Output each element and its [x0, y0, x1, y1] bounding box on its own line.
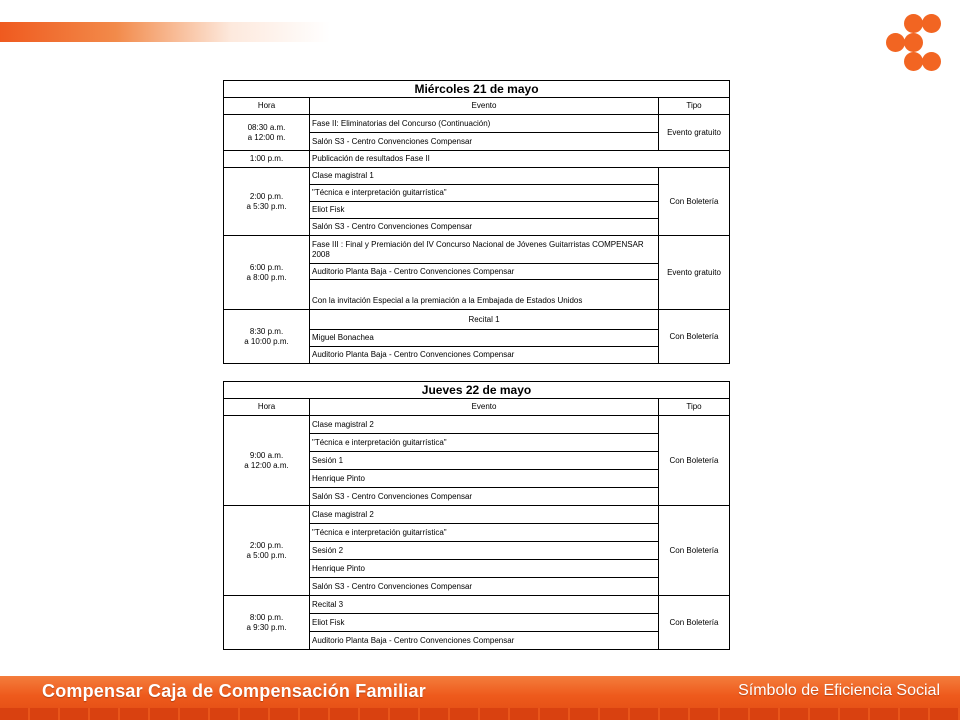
header-evento: Evento	[310, 98, 659, 115]
event-cell: Fase III : Final y Premiación del IV Concurso Nacional de Jóvenes Guitarristas COMPENSAR 2008	[310, 236, 659, 264]
event-cell: Miguel Bonachea	[310, 330, 659, 347]
event-cell: Salón S3 - Centro Convenciones Compensar	[310, 133, 659, 151]
hora-cell: 2:00 p.m. a 5:00 p.m.	[224, 506, 310, 596]
event-cell: Recital 3	[310, 596, 659, 614]
tipo-cell: Con Boletería	[659, 596, 730, 650]
tipo-cell: Evento gratuito	[659, 236, 730, 310]
event-cell: "Técnica e interpretación guitarrística"	[310, 185, 659, 202]
footer-slogan: Símbolo de Eficiencia Social	[738, 682, 940, 699]
schedule-table-day2	[223, 381, 730, 650]
hora-cell: 08:30 a.m. a 12:00 m.	[224, 115, 310, 151]
event-cell: Con la invitación Especial a la premiación a la Embajada de Estados Unidos	[310, 280, 659, 310]
header-hora: Hora	[224, 399, 310, 416]
compensar-logo-icon	[884, 14, 944, 72]
event-cell: Auditorio Planta Baja - Centro Convenciones Compensar	[310, 264, 659, 280]
event-cell: Sesión 1	[310, 452, 659, 470]
hora-cell: 9:00 a.m. a 12:00 a.m.	[224, 416, 310, 506]
footer-stripe	[0, 708, 960, 720]
hora-cell: 6:00 p.m. a 8:00 p.m.	[224, 236, 310, 310]
event-cell: "Técnica e interpretación guitarrística"	[310, 524, 659, 542]
event-cell: Eliot Fisk	[310, 614, 659, 632]
header-evento: Evento	[310, 399, 659, 416]
event-cell: Fase II: Eliminatorias del Concurso (Continuación)	[310, 115, 659, 133]
header-tipo: Tipo	[659, 399, 730, 416]
footer-organization-name: Compensar Caja de Compensación Familiar	[42, 681, 426, 701]
event-cell: Clase magistral 2	[310, 416, 659, 434]
hora-cell: 2:00 p.m. a 5:30 p.m.	[224, 168, 310, 236]
header-hora: Hora	[224, 98, 310, 115]
top-accent-bar	[0, 22, 330, 42]
day-title: Jueves 22 de mayo	[224, 382, 730, 399]
tipo-cell: Con Boletería	[659, 168, 730, 236]
event-cell: Sesión 2	[310, 542, 659, 560]
event-cell: Salón S3 - Centro Convenciones Compensar	[310, 488, 659, 506]
event-cell: Eliot Fisk	[310, 202, 659, 219]
event-cell: "Técnica e interpretación guitarrística"	[310, 434, 659, 452]
event-cell: Salón S3 - Centro Convenciones Compensar	[310, 219, 659, 236]
event-cell: Henrique Pinto	[310, 470, 659, 488]
event-cell: Publicación de resultados Fase II	[310, 151, 730, 168]
hora-cell: 8:00 p.m. a 9:30 p.m.	[224, 596, 310, 650]
tipo-cell: Evento gratuito	[659, 115, 730, 151]
hora-cell: 8:30 p.m. a 10:00 p.m.	[224, 310, 310, 364]
event-cell: Salón S3 - Centro Convenciones Compensar	[310, 578, 659, 596]
tipo-cell: Con Boletería	[659, 506, 730, 596]
tipo-cell: Con Boletería	[659, 416, 730, 506]
schedule-table-day1	[223, 80, 730, 364]
header-tipo: Tipo	[659, 98, 730, 115]
event-cell: Auditorio Planta Baja - Centro Convenciones Compensar	[310, 632, 659, 650]
event-cell: Clase magistral 2	[310, 506, 659, 524]
event-cell: Clase magistral 1	[310, 168, 659, 185]
hora-cell: 1:00 p.m.	[224, 151, 310, 168]
event-cell: Henrique Pinto	[310, 560, 659, 578]
day-title: Miércoles 21 de mayo	[224, 81, 730, 98]
event-cell: Recital 1	[310, 310, 659, 330]
tipo-cell: Con Boletería	[659, 310, 730, 364]
event-cell: Auditorio Planta Baja - Centro Convenciones Compensar	[310, 347, 659, 364]
